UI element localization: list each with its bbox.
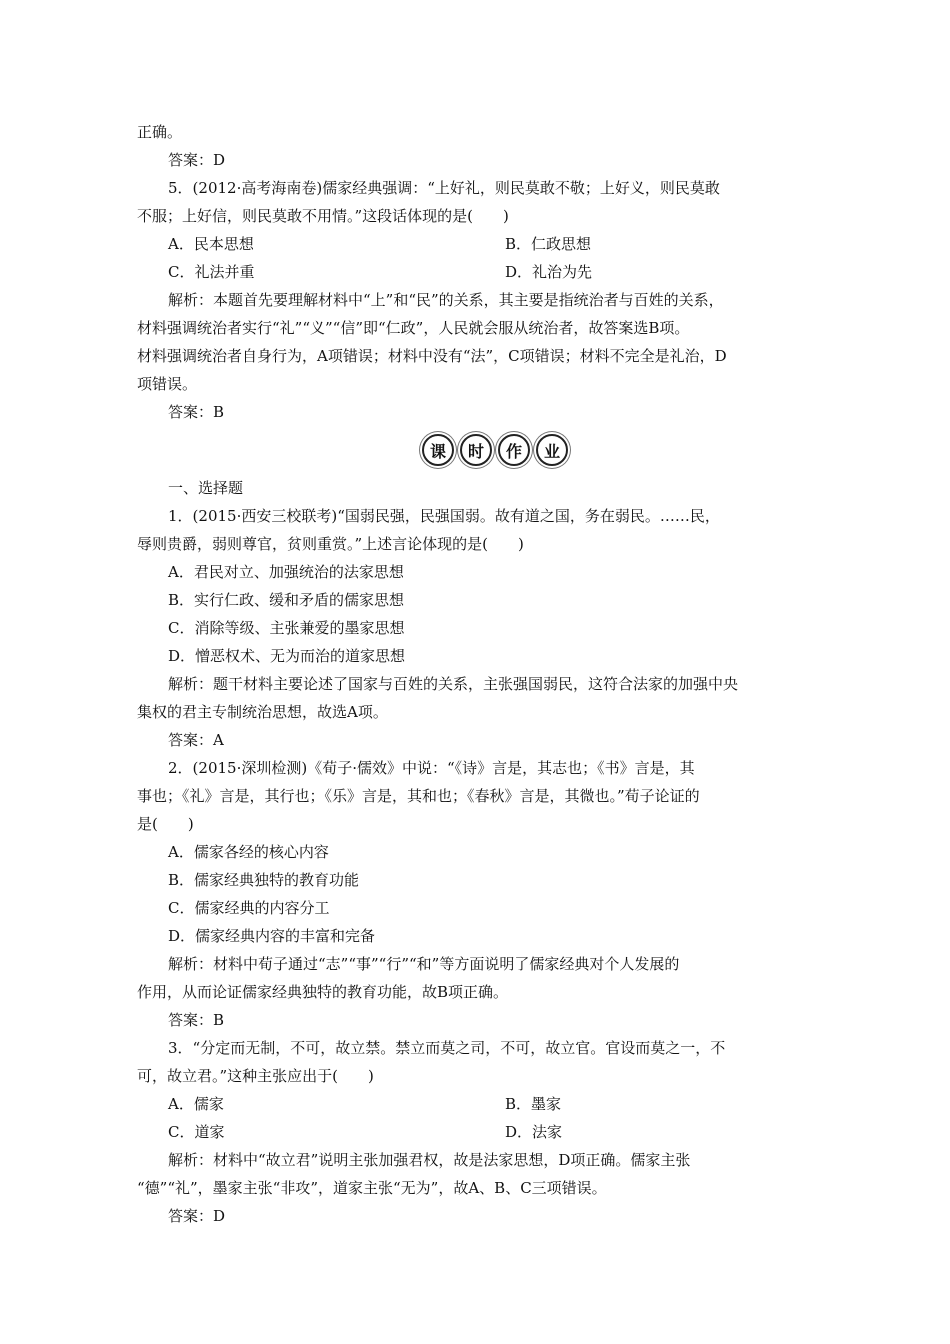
question-2-line: 事也；《礼》言是，其行也；《乐》言是，其和也；《春秋》言是，其微也。”荀子论证的 [137,787,700,805]
question-2-line: 2．(2015·深圳检测)《荀子·儒效》中说：“《诗》言是，其志也；《书》言是，其 [168,759,695,777]
option-d: D．儒家经典内容的丰富和完备 [168,927,376,945]
question-3-line: 可，故立君。”这种主张应出于( ) [137,1067,374,1085]
option-d: D．礼治为先 [505,263,593,281]
answer-line: 答案：B [168,1011,225,1029]
option-c: C．消除等级、主张兼爱的墨家思想 [168,619,405,637]
question-2-line: 是( ) [137,815,194,833]
question-1-line: 辱则贵爵，弱则尊官，贫则重赏。”上述言论体现的是( ) [137,535,524,553]
question-5-line: 5．(2012·高考海南卷)儒家经典强调：“上好礼，则民莫敢不敬；上好义，则民莫敢 [168,179,720,197]
header-char: 作 [498,434,530,466]
question-5-line: 不服；上好信，则民莫敢不用情。”这段话体现的是( ) [137,207,509,225]
option-a: A．君民对立、加强统治的法家思想 [168,563,404,581]
explanation-line: 解析：本题首先要理解材料中“上”和“民”的关系，其主要是指统治者与百姓的关系， [168,291,724,309]
explanation-line: 项错误。 [137,375,198,393]
section-header [422,434,568,466]
section-title: 一、选择题 [168,479,244,497]
explanation-line: 解析：材料中荀子通过“志”“事”“行”“和”等方面说明了儒家经典对个人发展的 [168,955,680,973]
option-d: D．憎恶权术、无为而治的道家思想 [168,647,406,665]
header-char: 业 [536,434,568,466]
option-b: B．墨家 [505,1095,562,1113]
option-c: C．儒家经典的内容分工 [168,899,330,917]
header-char: 时 [460,434,492,466]
option-b: B．仁政思想 [505,235,592,253]
explanation-line: 集权的君主专制统治思想，故选A项。 [137,703,388,721]
option-a: A．儒家各经的核心内容 [168,843,329,861]
answer-line: 答案：D [168,151,226,169]
option-a: A．民本思想 [168,235,254,253]
option-a: A．儒家 [168,1095,224,1113]
explanation-line: 解析：材料中“故立君”说明主张加强君权，故是法家思想，D项正确。儒家主张 [168,1151,691,1169]
option-b: B．儒家经典独特的教育功能 [168,871,360,889]
question-3-line: 3．“分定而无制，不可，故立禁。禁立而莫之司，不可，故立官。官设而莫之一，不 [168,1039,726,1057]
explanation-line: 材料强调统治者实行“礼”“义”“信”即“仁政”，人民就会服从统治者，故答案选B项。 [137,319,690,337]
answer-line: 答案：D [168,1207,226,1225]
answer-line: 答案：A [168,731,224,749]
explanation-line: 材料强调统治者自身行为，A项错误；材料中没有“法”，C项错误；材料不完全是礼治，D [137,347,727,365]
text-line: 正确。 [137,123,183,141]
option-b: B．实行仁政、缓和矛盾的儒家思想 [168,591,405,609]
option-d: D．法家 [505,1123,563,1141]
header-char: 课 [422,434,454,466]
option-c: C．道家 [168,1123,225,1141]
explanation-line: 作用，从而论证儒家经典独特的教育功能，故B项正确。 [137,983,509,1001]
explanation-line: “德”“礼”，墨家主张“非攻”，道家主张“无为”，故A、B、C三项错误。 [137,1179,607,1197]
explanation-line: 解析：题干材料主要论述了国家与百姓的关系，主张强国弱民，这符合法家的加强中央 [168,675,739,693]
question-1-line: 1．(2015·西安三校联考)“国弱民强，民强国弱。故有道之国，务在弱民。……民， [168,507,720,525]
answer-line: 答案：B [168,403,225,421]
option-c: C．礼法并重 [168,263,255,281]
